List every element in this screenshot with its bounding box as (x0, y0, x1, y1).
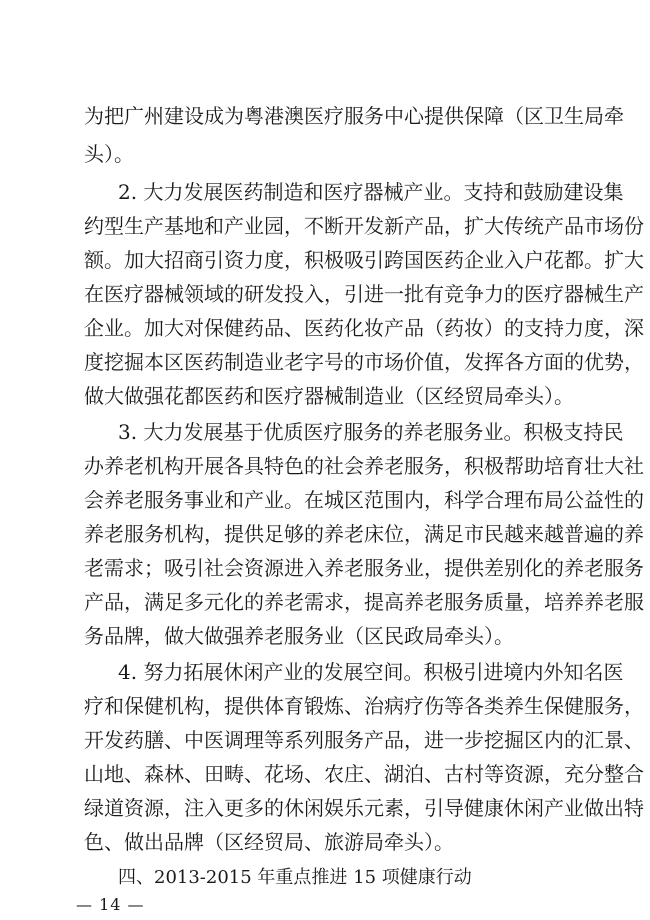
text-line: 约型生产基地和产业园，不断开发新产品，扩大传统产品市场份 (84, 214, 644, 238)
page-number: — 14 — (76, 895, 145, 914)
section-2-first-line: 2. 大力发展医药制造和医疗器械产业。支持和鼓励建设集 (118, 180, 624, 204)
text-line: 做大做强花都医药和医疗器械制造业（区经贸局牵头）。 (84, 384, 574, 408)
text-line: 企业。加大对保健药品、医药化妆产品（药妆）的支持力度，深 (84, 316, 644, 340)
text-line: 养老服务机构，提供足够的养老床位，满足市民越来越普遍的养 (84, 522, 644, 546)
section-heading: 四、2013-2015 年重点推进 15 项健康行动 (118, 867, 472, 888)
text-line: 为把广州建设成为粤港澳医疗服务中心提供保障（区卫生局牵 (84, 104, 624, 128)
text-line: 老需求；吸引社会资源进入养老服务业，提供差别化的养老服务 (84, 556, 644, 580)
text-line: 务品牌，做大做强养老服务业（区民政局牵头）。 (84, 624, 514, 648)
section-3-first-line: 3. 大力发展基于优质医疗服务的养老服务业。积极支持民 (118, 420, 624, 444)
text-line: 疗和保健机构，提供体育锻炼、治病疗伤等各类养生保健服务， (84, 694, 644, 718)
text-line: 会养老服务事业和产业。在城区范围内，科学合理布局公益性的 (84, 488, 644, 512)
text-line: 办养老机构开展各具特色的社会养老服务，积极帮助培育壮大社 (84, 454, 644, 478)
text-line: 在医疗器械领域的研发投入，引进一批有竞争力的医疗器械生产 (84, 282, 644, 306)
text-line: 绿道资源，注入更多的休闲娱乐元素，引导健康休闲产业做出特 (84, 796, 644, 820)
text-line: 开发药膳、中医调理等系列服务产品，进一步挖掘区内的汇景、 (84, 728, 644, 752)
text-line: 山地、森林、田畴、花场、农庄、湖泊、古村等资源，充分整合 (84, 762, 644, 786)
text-line: 产品，满足多元化的养老需求，提高养老服务质量，培养养老服 (84, 590, 644, 614)
text-line: 额。加大招商引资力度，积极吸引跨国医药企业入户花都。扩大 (84, 248, 644, 272)
text-line: 度挖掘本区医药制造业老字号的市场价值，发挥各方面的优势， (84, 350, 644, 374)
section-4-first-line: 4. 努力拓展休闲产业的发展空间。积极引进境内外知名医 (118, 660, 624, 684)
text-line: 色、做出品牌（区经贸局、旅游局牵头）。 (84, 830, 454, 854)
text-line: 头）。 (84, 142, 134, 166)
